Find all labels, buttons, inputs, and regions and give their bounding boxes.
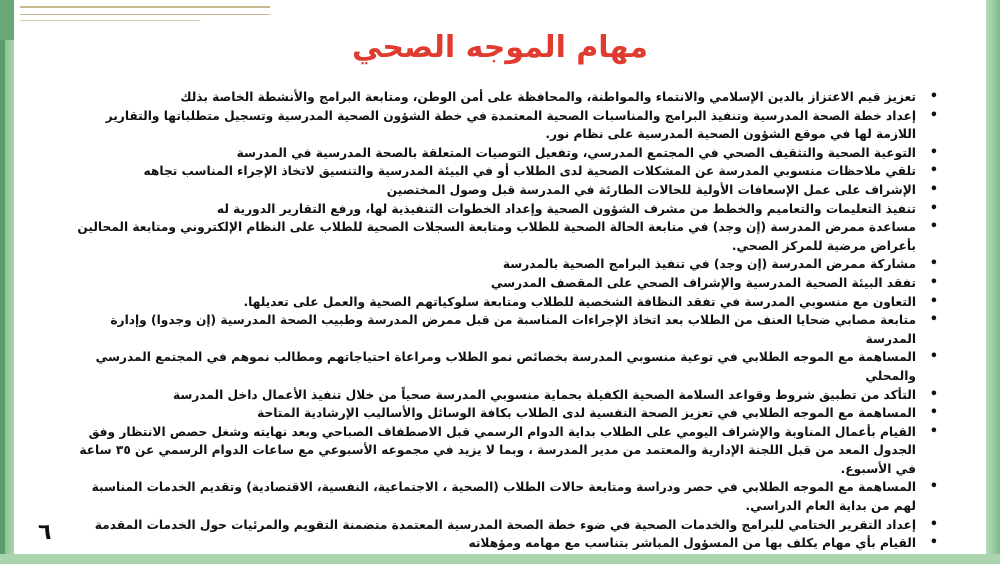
list-item-text: تعزيز قيم الاعتزاز بالدين الإسلامي والانتماء والمواطنة، والمحافظة على أمن الوطن، ومتابعة البرامج والأنشطة الخاصة بذلك	[180, 90, 916, 104]
bullet-icon: •	[929, 144, 938, 160]
bullet-icon: •	[929, 274, 938, 290]
list-item	[70, 162, 938, 181]
right-border	[986, 0, 1000, 564]
decorative-lines	[20, 0, 270, 30]
list-item	[70, 423, 938, 479]
list-item-text: القيام بأعمال المناوبة والإشراف اليومي على الطلاب بداية الدوام الرسمي قبل الاصطفاف الصباحي وبعد نهايته وشغل حصص الانتظار وفق الجدول المعد من قبل اللجنة الإدارية والمعتمد من مدير المدرسة ، وبما لا يزيد في مجموعه الأسبوعي مع ساعات الدوام الرسمي عن ٣٥ ساعة في الأسبوع.	[79, 424, 916, 476]
left-border-edge	[0, 0, 5, 564]
bullet-icon: •	[929, 163, 938, 179]
list-item-text: المساهمة مع الموجه الطلابي في توعية منسوبي المدرسة بخصائص نمو الطلاب ومراعاة احتياجاتهم ومطالب نموهم في المجتمع المدرسي والمحلي	[95, 350, 916, 383]
list-item	[70, 534, 938, 553]
list-item	[70, 274, 938, 293]
list-item	[70, 255, 938, 274]
list-item	[70, 218, 938, 255]
list-item	[70, 311, 938, 348]
bullet-icon: •	[929, 349, 938, 365]
list-item-text: التوعية الصحية والتثقيف الصحي في المجتمع المدرسي، وتفعيل التوصيات المتعلقة بالصحة المدرسية في المدرسة	[236, 145, 916, 160]
bullet-icon: •	[929, 479, 938, 495]
list-item	[70, 200, 938, 219]
list-item-text: إعداد التقرير الختامي للبرامج والخدمات الصحية في ضوء خطة الصحة المدرسية المعتمدة متضمنة التقويم والمرئيات حول الخدمات المقدمة	[94, 517, 916, 532]
bullet-icon: •	[929, 293, 938, 309]
bullet-icon: •	[929, 535, 938, 551]
list-item-text: المساهمة مع الموجه الطلابي في حصر ودراسة ومتابعة حالات الطلاب (الصحية ، الاجتماعية، النفسية، الاقتصادية) وتقديم الخدمات المناسبة لهم من بداية العام الدراسي.	[91, 480, 916, 514]
list-item	[70, 386, 938, 405]
bullet-icon: •	[929, 256, 938, 272]
list-item-text: الإشراف على عمل الإسعافات الأولية للحالات الطارئة في المدرسة قبل وصول المختصين	[386, 182, 916, 197]
list-item-text: التعاون مع منسوبي المدرسة في تفقد النظافة الشخصية للطلاب ومتابعة سلوكياتهم الصحية والعمل على تعديلها.	[243, 294, 916, 309]
list-item-text: تنفيذ التعليمات والتعاميم والخطط من مشرف الشؤون الصحية وإعداد الخطوات التنفيذية لها، ورفع التقارير الدورية له	[216, 201, 916, 216]
list-item-text: التأكد من تطبيق شروط وقواعد السلامة الصحية الكفيلة بحماية منسوبي المدرسة صحياً من خلال تنفيذ الأعمال داخل المدرسة	[172, 387, 916, 402]
bullet-icon: •	[929, 219, 938, 235]
list-item	[70, 181, 938, 200]
list-item	[70, 293, 938, 312]
list-item-text: القيام بأي مهام يكلف بها من المسؤول المباشر بتناسب مع مهامه ومؤهلاته	[468, 536, 916, 551]
list-item-text: تلقي ملاحظات منسوبي المدرسة عن المشكلات الصحية لدى الطلاب أو في البيئة المدرسية والتنسيق لاتخاذ الإجراء المناسب تجاهه	[143, 164, 916, 179]
bullet-icon: •	[929, 312, 938, 328]
list-item-text: المساهمة مع الموجه الطلابي في تعزيز الصحة النفسية لدى الطلاب بكافة الوسائل والأساليب الإرشادية المتاحة	[257, 406, 916, 421]
bullet-icon: •	[929, 200, 938, 216]
page-title: مهام الموجه الصحي	[352, 30, 648, 65]
bullet-icon: •	[929, 89, 938, 104]
list-item	[70, 348, 938, 385]
list-item-text: تفقد البيئة الصحية المدرسية والإشراف الصحي على المقصف المدرسي	[490, 275, 916, 290]
bottom-border	[0, 554, 1000, 564]
bullet-icon: •	[929, 107, 938, 123]
list-item-text: مشاركة ممرض المدرسة (إن وجد) في تنفيذ البرامج الصحية بالمدرسة	[502, 257, 916, 272]
list-item-text: متابعة مصابي ضحايا العنف من الطلاب بعد اتخاذ الإجراءات المناسبة من قبل ممرض المدرسة وطبيب الصحة المدرسية (إن وجدوا) وإدارة المدرسة	[110, 313, 916, 346]
list-item	[70, 144, 938, 163]
bullet-icon: •	[929, 181, 938, 197]
page-number: ٦	[38, 520, 52, 545]
list-item	[70, 107, 938, 144]
bullet-icon: •	[929, 423, 938, 439]
bullet-icon: •	[929, 386, 938, 402]
bullet-icon: •	[929, 516, 938, 532]
list-item	[70, 478, 938, 515]
bullet-icon: •	[929, 405, 938, 421]
list-item	[70, 516, 938, 535]
list-item	[70, 88, 938, 107]
list-item-text: مساعدة ممرض المدرسة (إن وجد) في متابعة الحالة الصحية للطلاب ومتابعة السجلات الصحية للطلاب على النظام الإلكتروني ومتابعة المحالين بأعراض مرضية للمركز الصحي.	[77, 220, 916, 253]
task-list	[70, 88, 938, 553]
list-item	[70, 404, 938, 423]
list-item-text: إعداد خطة الصحة المدرسية وتنفيذ البرامج والمناسبات الصحية المعتمدة في خطة الشؤون الصحية المدرسية وتسجيل متطلباتها والتقارير اللازمة لها في موقع الشؤون الصحية المدرسية على نظام نور.	[105, 108, 916, 142]
